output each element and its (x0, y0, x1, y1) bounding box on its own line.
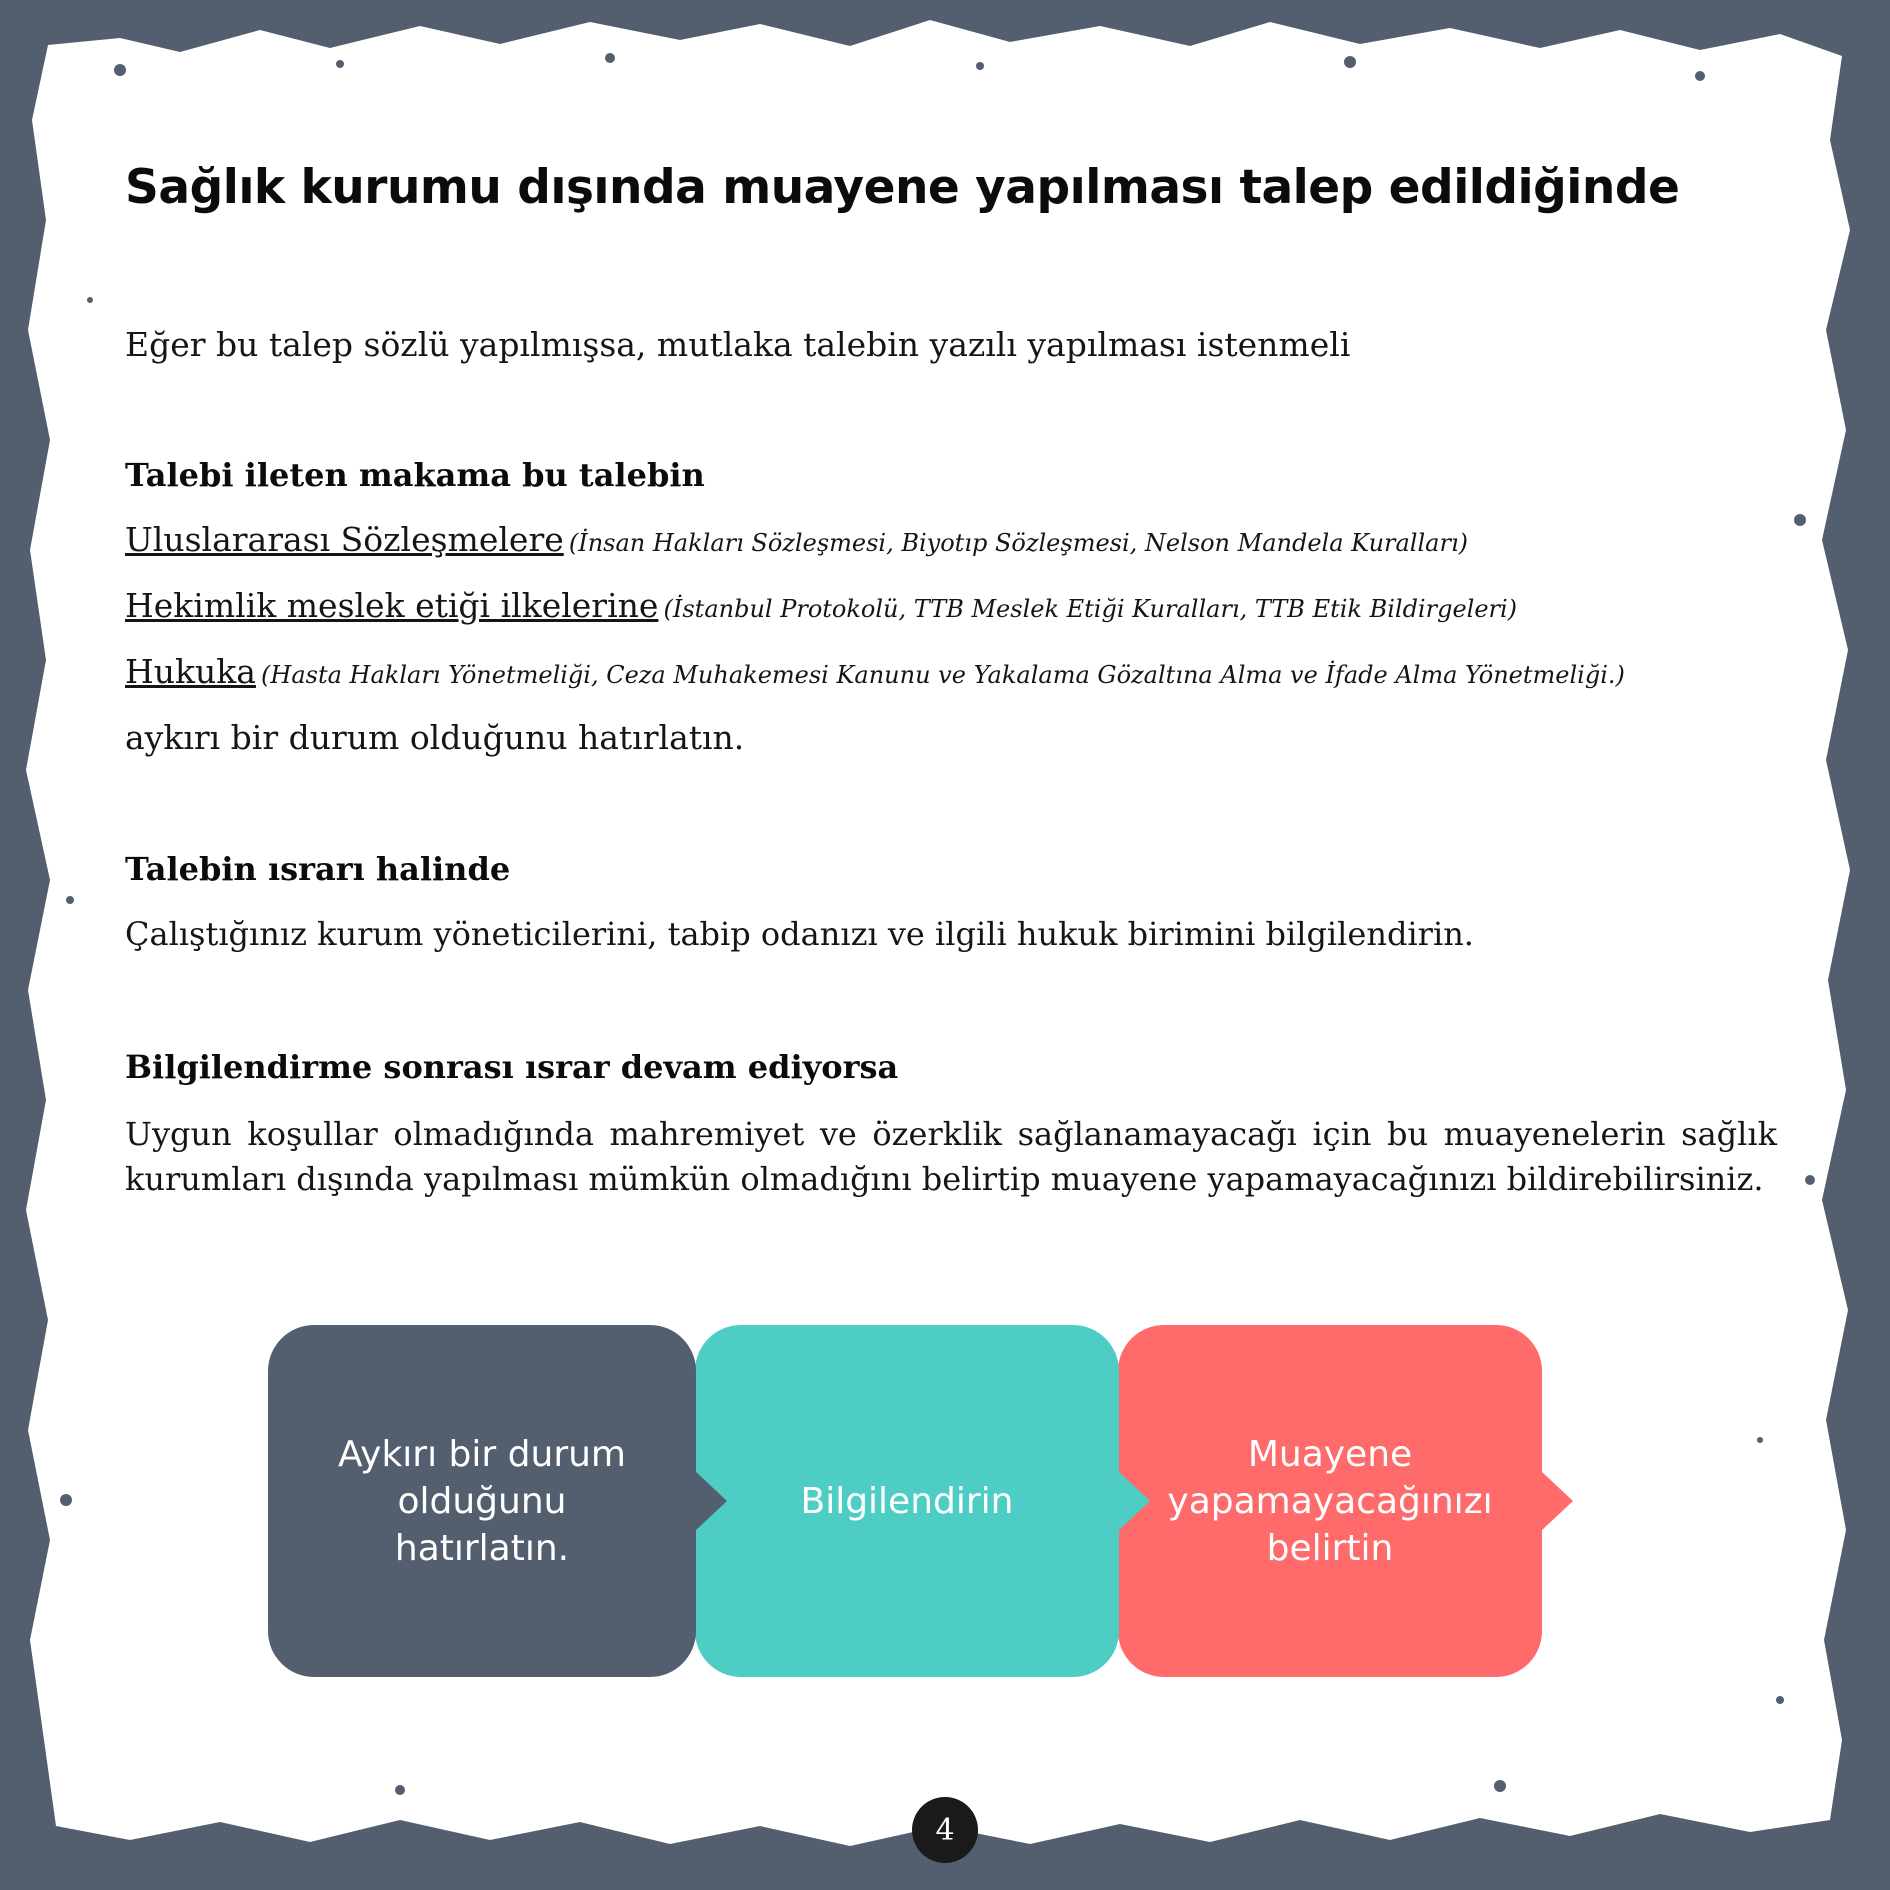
reference-link: Uluslararası Sözleşmelere (125, 520, 564, 559)
reference-note: (İstanbul Protokolü, TTB Meslek Etiği Kuralları, TTB Etik Bildirgeleri) (663, 595, 1518, 623)
step-remind (268, 1325, 696, 1677)
step-label: Bilgilendirin (800, 1480, 1014, 1522)
reference-item (125, 520, 1468, 559)
step-label: Aykırı bir durum olduğunu hatırlatın. (337, 1433, 627, 1569)
section2-heading: Talebin ısrarı halinde (125, 850, 511, 888)
arrow-right-icon (1118, 1471, 1150, 1531)
arrow-right-icon (695, 1471, 727, 1531)
intro-text: Eğer bu talep sözlü yapılmışsa, mutlaka talebin yazılı yapılması istenmeli (125, 325, 1351, 364)
section3-text: Uygun koşullar olmadığında mahremiyet ve özerklik sağlanamayacağı için bu muayenelerin sağlık kurumları dışında yapılması mümkün olmadığını belirtip muayene yapamayacağınızı bildirebilirsiniz. (125, 1115, 1777, 1198)
page-title: Sağlık kurumu dışında muayene yapılması talep edildiğinde (125, 160, 1680, 215)
step-decline (1118, 1325, 1542, 1677)
reference-link: Hukuka (125, 652, 256, 691)
section2-text: Çalıştığınız kurum yöneticilerini, tabip odanızı ve ilgili hukuk birimini bilgilendirin. (125, 915, 1474, 953)
arrow-right-icon (1541, 1471, 1573, 1531)
reference-note: (Hasta Hakları Yönetmeliği, Ceza Muhakemesi Kanunu ve Yakalama Gözaltına Alma ve İfade Alma Yönetmeliği.) (261, 661, 1625, 689)
step-label: Muayene yapamayacağınızı belirtin (1167, 1433, 1493, 1569)
reference-note: (İnsan Hakları Sözleşmesi, Biyotıp Sözleşmesi, Nelson Mandela Kuralları) (568, 529, 1468, 557)
step-inform (695, 1325, 1119, 1677)
section1-closing: aykırı bir durum olduğunu hatırlatın. (125, 718, 745, 757)
section1-heading: Talebi ileten makama bu talebin (125, 456, 705, 494)
reference-item (125, 586, 1517, 625)
reference-item (125, 652, 1625, 691)
section3-heading: Bilgilendirme sonrası ısrar devam ediyorsa (125, 1048, 899, 1086)
page-number: 4 (912, 1797, 978, 1863)
reference-link: Hekimlik meslek etiği ilkelerine (125, 586, 659, 625)
